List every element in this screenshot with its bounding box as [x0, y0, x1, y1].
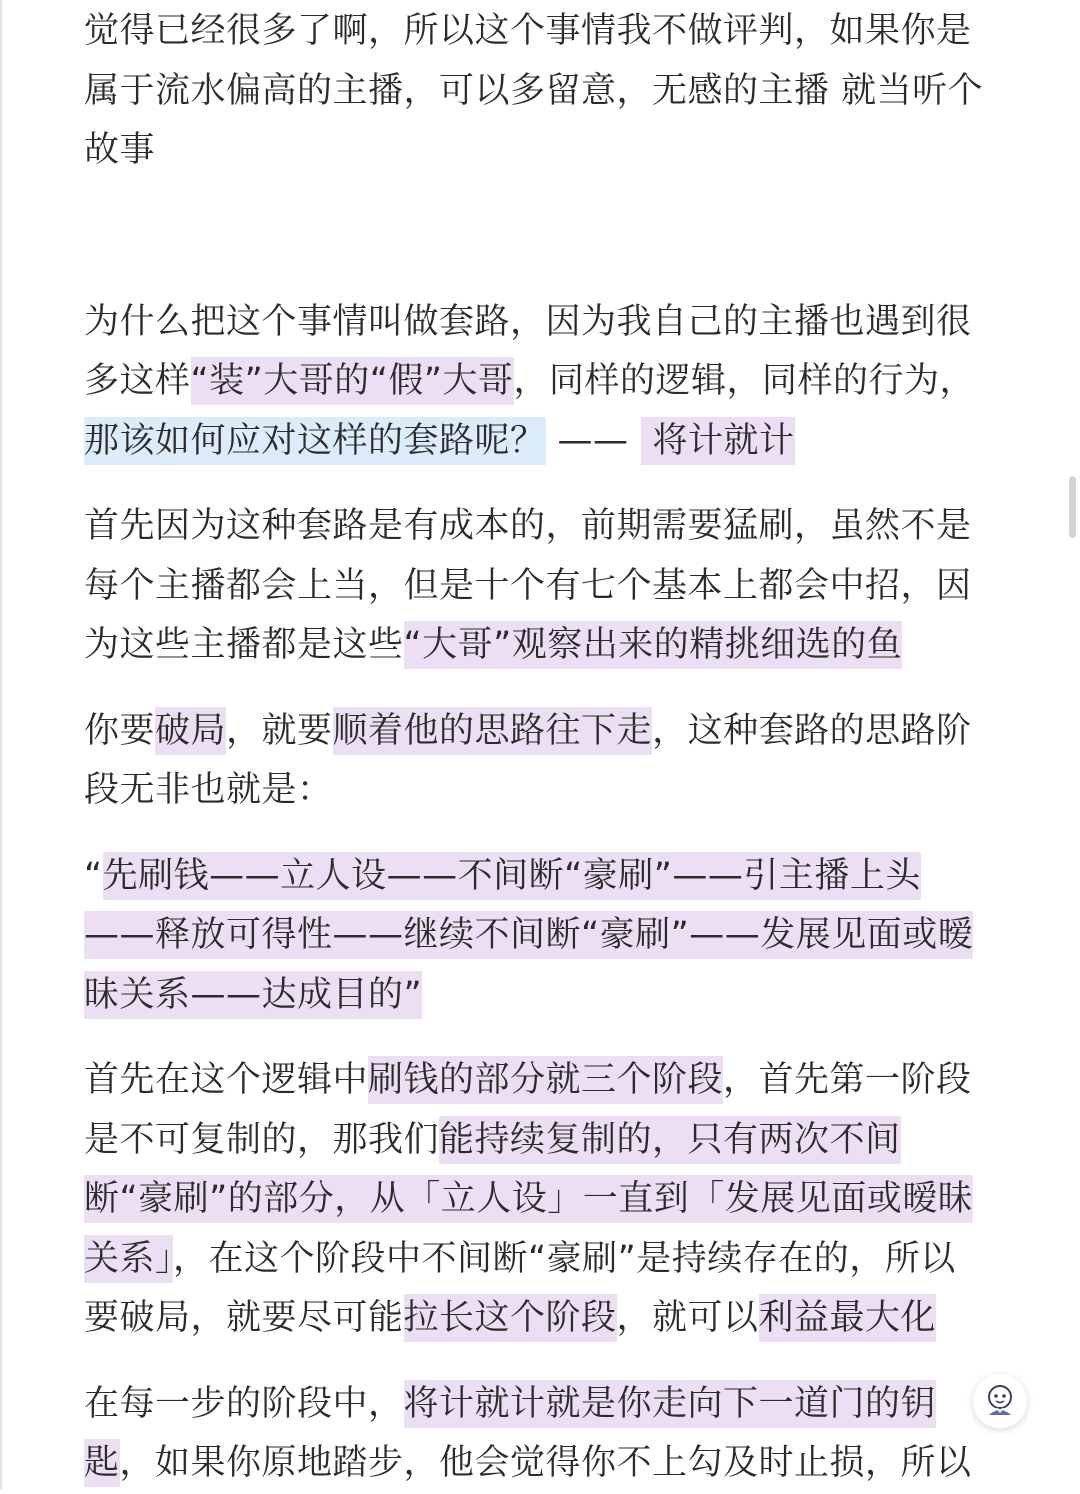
highlight: ，从「立人设」一直到「发展见面或暧昧关系」 — [84, 1175, 973, 1283]
highlight: 将计就计就是你走向下一道门的钥匙 — [84, 1380, 936, 1488]
paragraph-7 — [84, 1375, 989, 1494]
paragraph-5 — [84, 847, 989, 1026]
page-left-edge — [0, 0, 2, 1490]
highlight: “大哥”观察出来的精挑细选的鱼 — [404, 621, 903, 669]
highlight: 顺着他的思路往下走 — [333, 707, 653, 755]
text-run: 觉得已经很多了啊，所以这个事情我不做评判，如果你是属于流水偏高的主播，可以多留意，无感的主播 就当听个故事 — [84, 11, 984, 170]
highlight: 将计就计 — [641, 417, 795, 465]
highlight: 利益最大化 — [759, 1294, 937, 1342]
highlight: “装”大哥的“假”大哥 — [191, 357, 514, 405]
scrollbar-thumb[interactable] — [1069, 476, 1076, 538]
text-run: ，就要 — [226, 710, 333, 751]
assistant-mascot-icon[interactable] — [973, 1374, 1027, 1428]
paragraph-3 — [84, 497, 989, 676]
text-run: 你要 — [84, 710, 156, 751]
text-run: ，如果你原地踏步，他会觉得你不上勾及时止损，所以 — [119, 1443, 972, 1483]
spacer — [84, 181, 989, 293]
highlight: 能持续复制的，只有两次不间断“豪刷”的部分 — [84, 1116, 901, 1224]
text-run: ，这种套路的思路阶段无非也就是： — [84, 710, 972, 810]
dash: —— — [557, 420, 629, 461]
text-run: 为什么把这个事情叫做套路，因为我自己的主播也遇到很多这样 — [84, 301, 972, 401]
selection-highlight: 那该如何应对这样的套路呢？ — [84, 417, 546, 465]
text-run: 首先在这个逻辑中 — [84, 1060, 369, 1100]
assistant-mascot-icon-graphic — [980, 1381, 1020, 1421]
highlight: 破局 — [155, 707, 226, 755]
highlight: 拉长这个阶段 — [404, 1294, 617, 1342]
text-run: 首先因为这种套路是有成本的，前期需要猛刷，虽然不是每个主播都会上当，但是十个有七个基本上都会中招，因为这些主播都是这些 — [84, 506, 972, 665]
text-run: ，就可以 — [616, 1298, 759, 1338]
paragraph-6 — [84, 1051, 989, 1349]
text-run: ，同样的逻辑，同样的行为， — [513, 361, 976, 401]
text-run: ，在这个阶段中不间断“豪刷”是持续存在的，所以要破局，就要尽可能 — [84, 1238, 956, 1338]
paragraph-2 — [84, 293, 989, 472]
paragraph-4 — [84, 702, 989, 821]
text-run: “ — [84, 855, 103, 896]
text-run: ，首先第一阶段是不可复制的，那我们 — [84, 1060, 972, 1160]
paragraph-1 — [84, 2, 989, 181]
article-body — [84, 2, 989, 1494]
highlight: 刷钱的部分就三个阶段 — [368, 1056, 723, 1104]
highlight: 先刷钱——立人设——不间断“豪刷”——引主播上头——释放可得性——继续不间断“豪刷”——发展见面或暧昧关系——达成目的” — [84, 852, 973, 1019]
text-run: 在每一步的阶段中， — [84, 1383, 404, 1424]
